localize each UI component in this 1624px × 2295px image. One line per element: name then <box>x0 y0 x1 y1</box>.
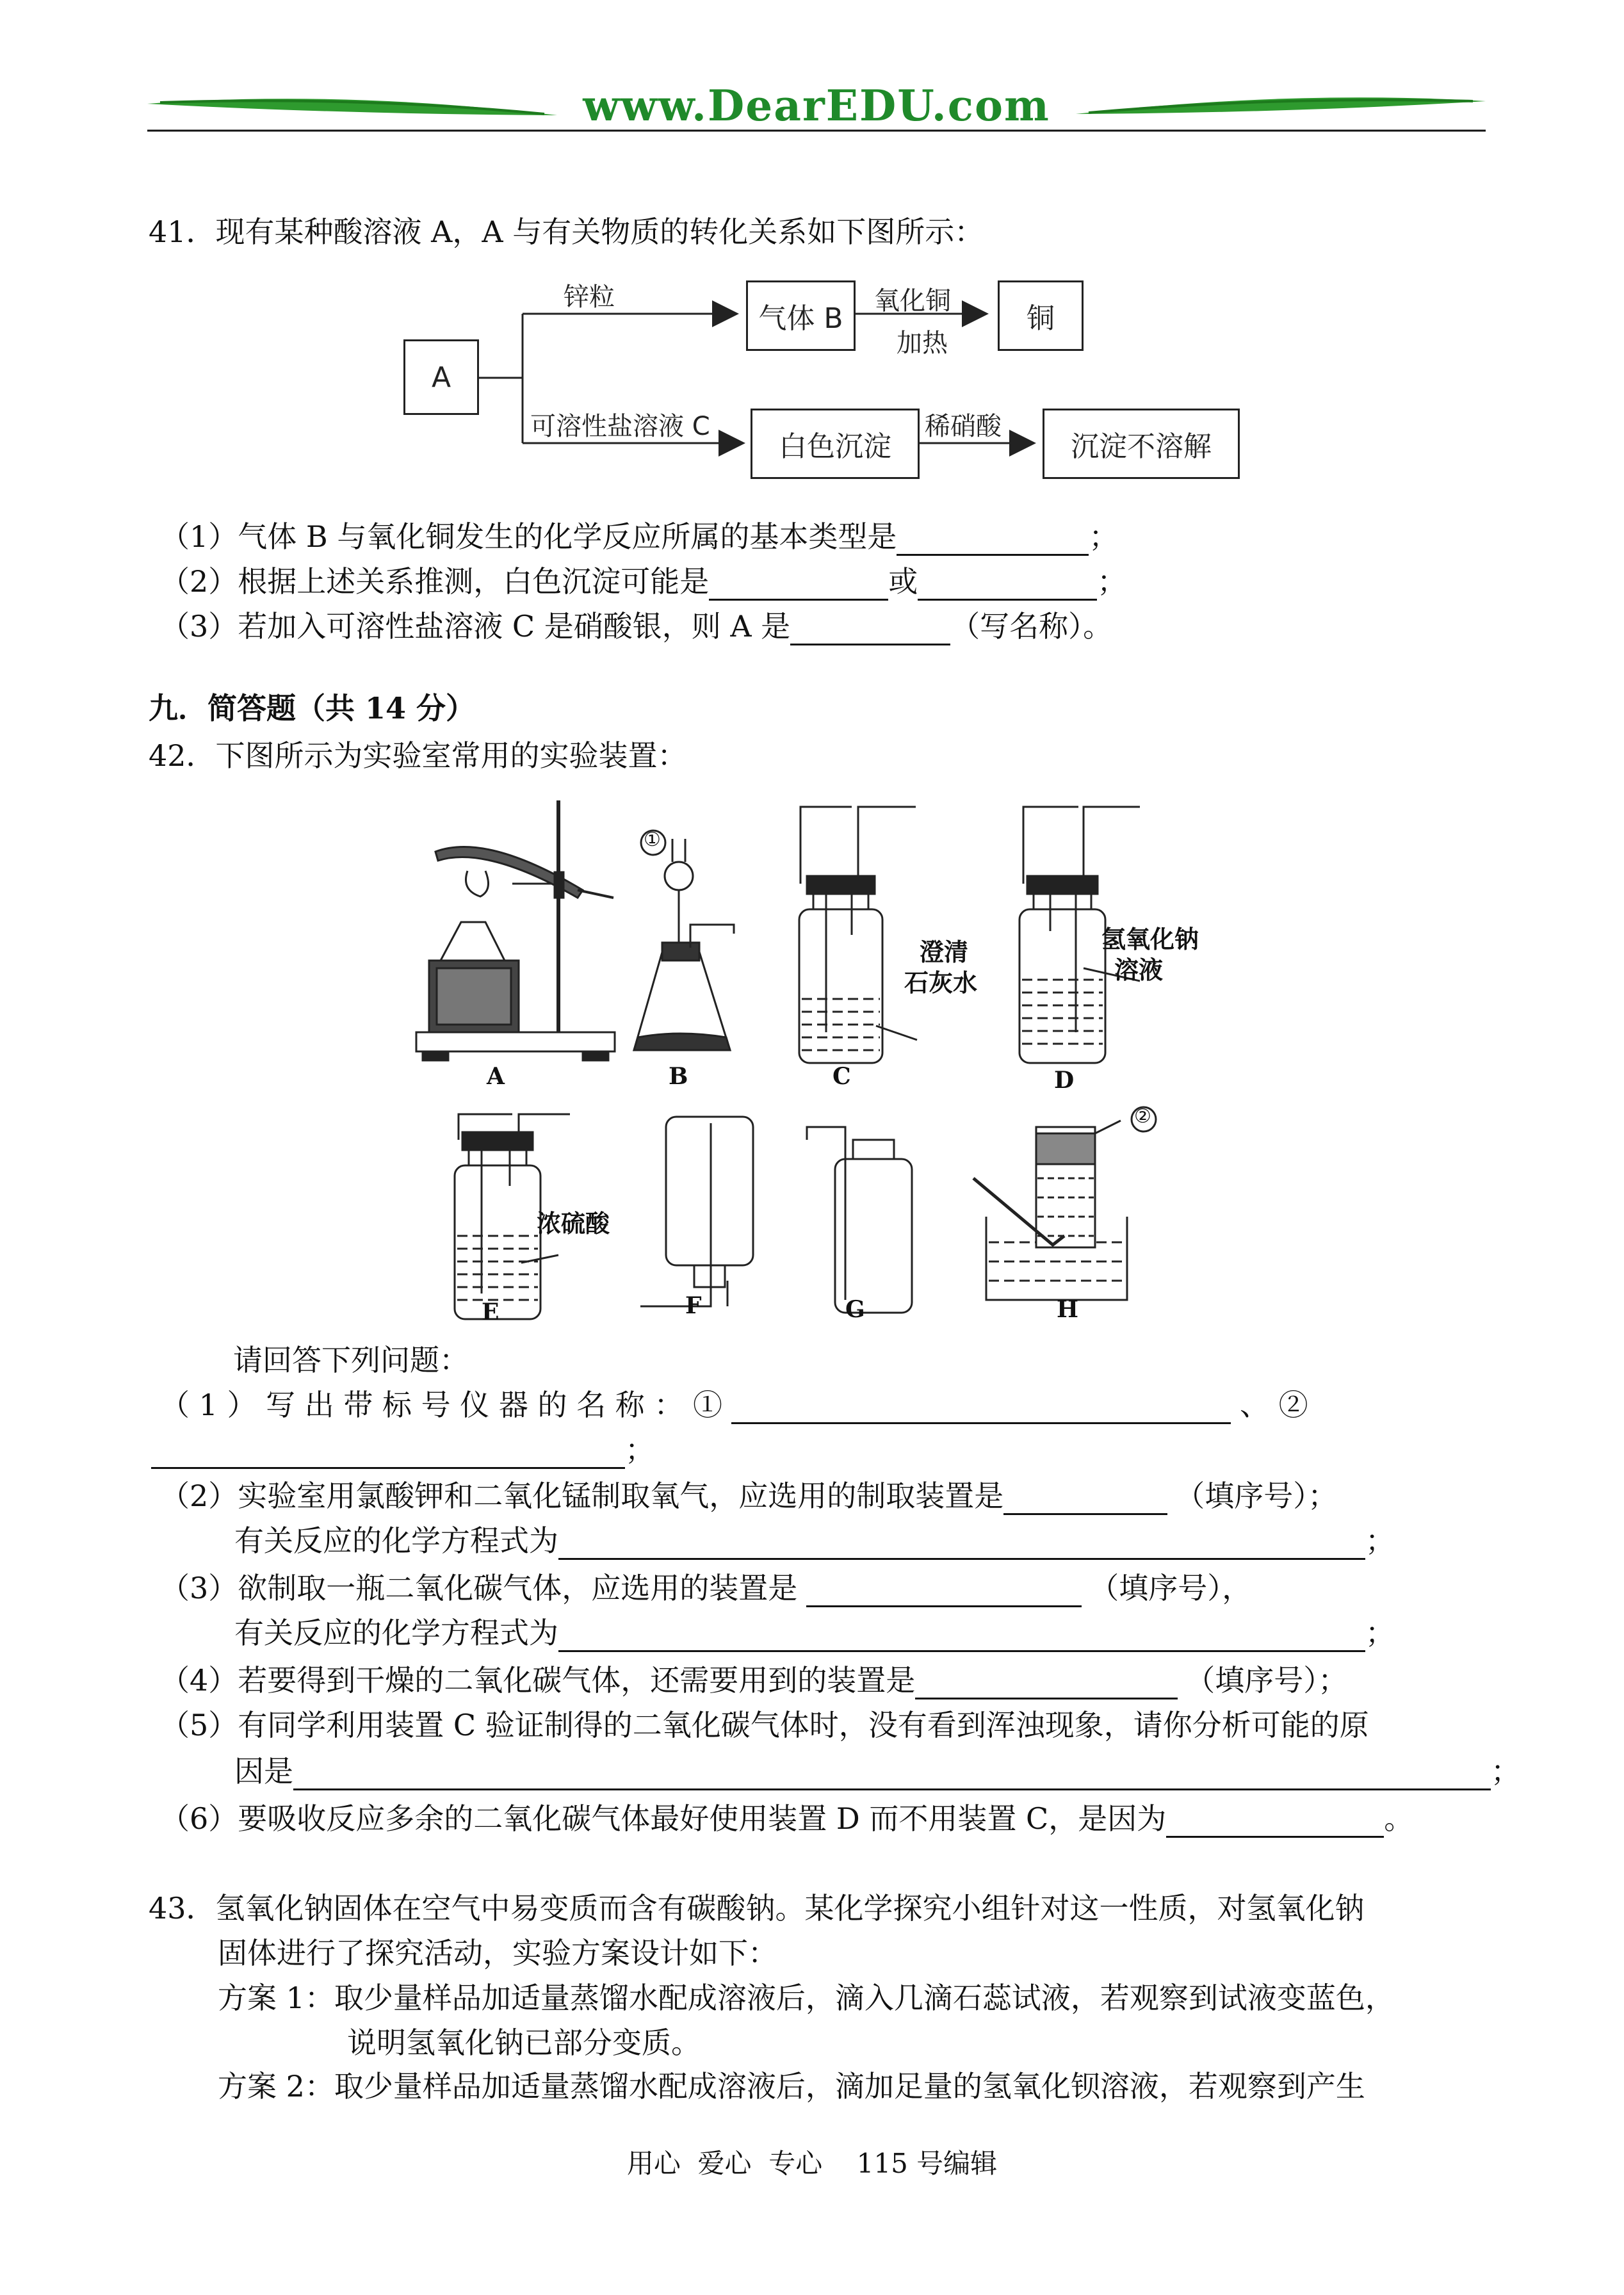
site-logo-text: www.DearEDU.com <box>583 81 1050 131</box>
arrow-label-heat: 加热 <box>897 328 948 358</box>
label-lime-water-2: 石灰水 <box>904 969 978 997</box>
answer-blank-q42-2b[interactable] <box>558 1530 1365 1560</box>
apparatus-label-c: C <box>832 1063 851 1090</box>
q43-line1: 43．氢氧化钠固体在空气中易变质而含有碳酸钠。某化学探究小组针对这一性质，对氢氧化钠 <box>149 1891 1365 1926</box>
apparatus-label-d: D <box>1054 1067 1075 1094</box>
answer-blank-q42-1b[interactable] <box>151 1439 625 1469</box>
node-insoluble: 沉淀不溶解 <box>1043 409 1240 479</box>
label-naoh-2: 溶液 <box>1114 956 1164 984</box>
label-lime-water-1: 澄清 <box>920 938 969 966</box>
q42-sub2: （2）实验室用氯酸钾和二氧化锰制取氧气，应选用的制取装置是 （填序号）； <box>160 1477 1337 1515</box>
answer-blank-q42-2a[interactable] <box>1003 1485 1167 1515</box>
apparatus-h-drawing <box>973 1121 1127 1300</box>
apparatus-label-a: A <box>487 1063 505 1090</box>
answer-blank-q41-2a[interactable] <box>709 571 888 601</box>
apparatus-a-drawing <box>416 800 615 1060</box>
q42-sub6: （6）要吸收反应多余的二氧化碳气体最好使用装置 D 而不用装置 C，是因为 。 <box>160 1799 1413 1838</box>
answer-blank-q41-1[interactable] <box>897 526 1089 556</box>
apparatus-drawings <box>410 794 1236 1332</box>
arrow-label-salt-c: 可溶性盐溶液 C <box>530 412 710 441</box>
answer-blank-q42-5[interactable] <box>293 1760 1491 1790</box>
label-naoh-1: 氢氧化钠 <box>1101 925 1199 953</box>
answer-blank-q41-3[interactable] <box>790 615 950 645</box>
apparatus-g-drawing <box>807 1127 912 1313</box>
q42-sub5: （5）有同学利用装置 C 验证制得的二氧化碳气体时，没有看到浑浊现象，请你分析可能的原 <box>160 1708 1369 1742</box>
answer-blank-q42-1a[interactable] <box>731 1394 1231 1424</box>
q42-answer-prompt: 请回答下列问题： <box>233 1343 469 1377</box>
q42-sub1: （ 1 ） 写 出 带 标 号 仪 器 的 名 称 ： ① 、 ② <box>160 1386 1308 1424</box>
q42-sub2-eq: 有关反应的化学方程式为 ； <box>234 1521 1395 1560</box>
arrow-label-hno3: 稀硝酸 <box>925 412 1002 441</box>
q41-sub3: （3）若加入可溶性盐溶液 C 是硝酸银，则 A 是 （写名称）。 <box>160 607 1112 645</box>
q42-sub3-eq: 有关反应的化学方程式为 ； <box>234 1614 1395 1652</box>
node-copper: 铜 <box>998 280 1084 351</box>
apparatus-b-drawing <box>634 839 734 1050</box>
apparatus-label-h: H <box>1057 1296 1079 1323</box>
label-h2so4: 浓硫酸 <box>537 1210 610 1238</box>
apparatus-label-g: G <box>845 1296 865 1323</box>
q43-line2: 固体进行了探究活动，实验方案设计如下： <box>218 1936 777 1970</box>
answer-blank-q41-2b[interactable] <box>918 571 1097 601</box>
apparatus-c-drawing <box>799 807 916 1063</box>
header-banner <box>147 77 1486 141</box>
q43-plan2-a: 方案 2：取少量样品加适量蒸馏水配成溶液后，滴加足量的氢氧化钡溶液，若观察到产生 <box>218 2069 1365 2104</box>
answer-blank-q42-4[interactable] <box>915 1669 1178 1699</box>
q41-flow-diagram <box>397 269 1242 487</box>
apparatus-label-b: B <box>669 1063 688 1090</box>
marker-1: ① <box>644 829 661 851</box>
arrow-label-cuo: 氧化铜 <box>874 286 951 316</box>
q42-stem: 42．下图所示为实验室常用的实验装置： <box>149 738 687 773</box>
q43-plan1-a: 方案 1：取少量样品加适量蒸馏水配成溶液后，滴入几滴石蕊试液，若观察到试液变蓝色， <box>218 1981 1395 2015</box>
page-footer: 用心 爱心 专心 115 号编辑 <box>626 2148 998 2179</box>
q43-plan1-b: 说明氢氧化钠已部分变质。 <box>347 2025 701 2060</box>
q42-sub3: （3）欲制取一瓶二氧化碳气体，应选用的装置是 （填序号）， <box>160 1569 1251 1607</box>
q42-sub1-cont: ； <box>151 1431 654 1469</box>
arrow-label-zinc: 锌粒 <box>564 282 615 312</box>
apparatus-f-drawing <box>640 1117 753 1306</box>
q42-sub4: （4）若要得到干燥的二氧化碳气体，还需要用到的装置是 （填序号）； <box>160 1661 1347 1699</box>
node-gas-b: 气体 B <box>746 280 856 351</box>
apparatus-figure <box>410 794 1236 1332</box>
answer-blank-q42-6[interactable] <box>1166 1808 1384 1838</box>
apparatus-label-e: E <box>482 1299 499 1326</box>
q41-stem: 41．现有某种酸溶液 A，A 与有关物质的转化关系如下图所示： <box>149 215 984 249</box>
marker-2: ② <box>1134 1105 1151 1128</box>
node-a: A <box>403 339 479 415</box>
section-title: 九．简答题（共 14 分） <box>149 691 476 726</box>
apparatus-label-f: F <box>685 1292 702 1319</box>
q41-sub1: （1）气体 B 与氧化铜发生的化学反应所属的基本类型是 ； <box>160 517 1118 556</box>
node-white-precip: 白色沉淀 <box>751 409 920 479</box>
answer-blank-q42-3b[interactable] <box>558 1622 1365 1652</box>
answer-blank-q42-3a[interactable] <box>806 1577 1082 1607</box>
q42-sub5-cont: 因是 ； <box>234 1752 1520 1790</box>
q41-sub2: （2）根据上述关系推测，白色沉淀可能是 或 ； <box>160 562 1126 601</box>
